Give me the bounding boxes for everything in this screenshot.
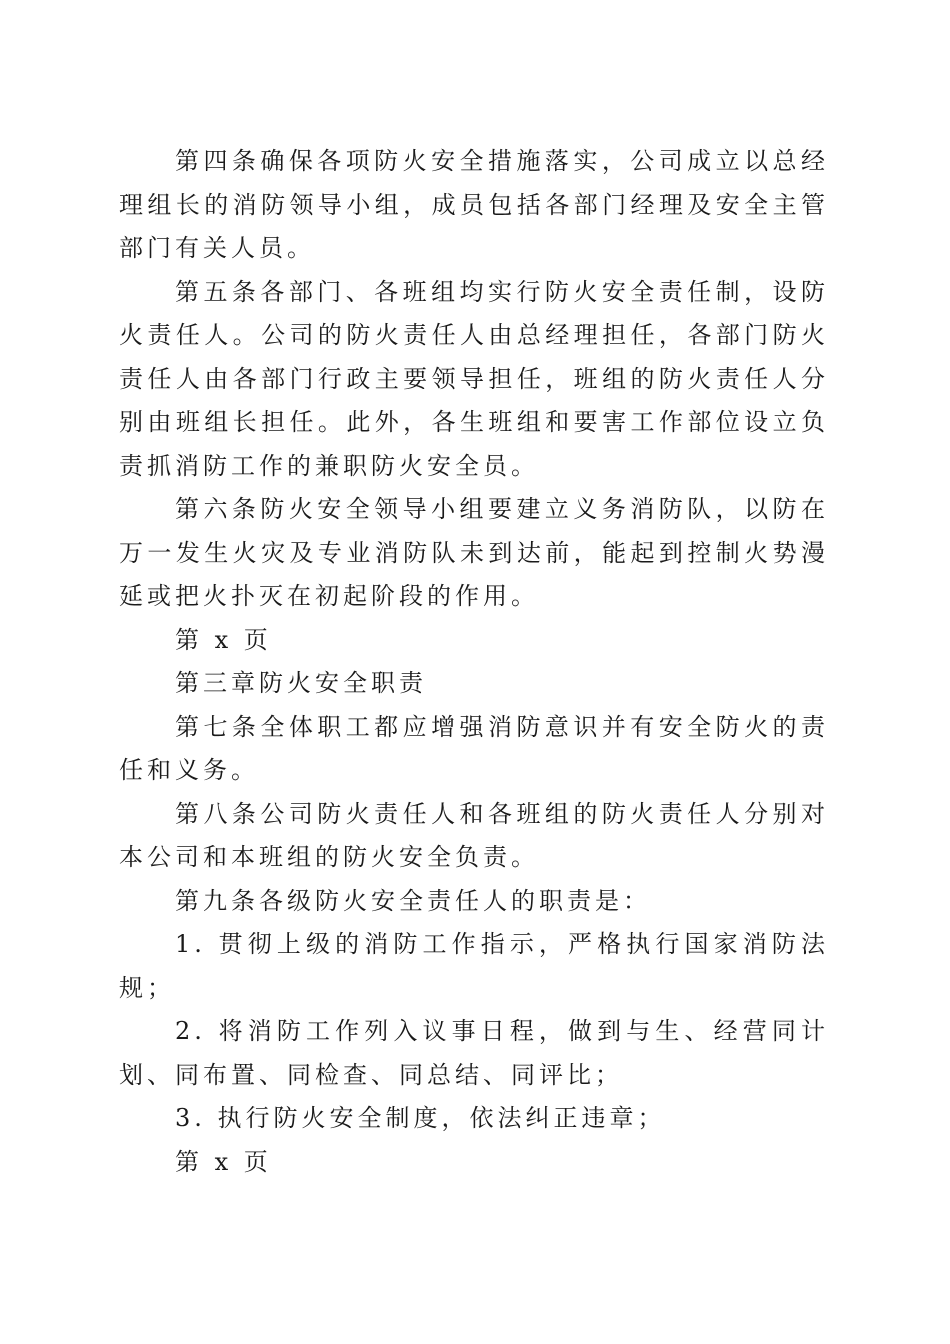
article-9-paragraph: 第九条各级防火安全责任人的职责是： [175, 886, 651, 915]
article-7-paragraph: 第七条全体职工都应增强消防意识并有安全防火的责任和义务。 [119, 712, 829, 784]
article-4-paragraph: 第四条确保各项防火安全措施落实，公司成立以总经理组长的消防领导小组，成员包括各部门经理及安全主管部门有关人员。 [119, 147, 829, 262]
article-5-paragraph: 第五条各部门、各班组均实行防火安全责任制，设防火责任人。公司的防火责任人由总经理担任，各部门防火责任人由各部门行政主要领导担任，班组的防火责任人分别由班组长担任。此外，各生班组和要害工作部位设立负责抓消防工作的兼职防火安全员。 [119, 277, 829, 480]
duty-item-2: 2. 将消防工作列入议事日程，做到与生、经营同计划、同布置、同检查、同总结、同评比； [119, 1017, 829, 1089]
page-number: 第 x 页 [175, 1147, 272, 1176]
article-8-paragraph: 第八条公司防火责任人和各班组的防火责任人分别对本公司和本班组的防火安全负责。 [119, 799, 829, 871]
duty-item-1: 1. 贯彻上级的消防工作指示，严格执行国家消防法规； [119, 930, 829, 1002]
chapter-3-heading: 第三章防火安全职责 [175, 669, 427, 697]
duty-item-3: 3. 执行防火安全制度，依法纠正违章； [175, 1104, 666, 1132]
page-number: 第 x 页 [175, 625, 272, 654]
document-body [119, 140, 829, 1184]
article-6-paragraph: 第六条防火安全领导小组要建立义务消防队，以防在万一发生火灾及专业消防队未到达前，能起到控制火势漫延或把火扑灭在初起阶段的作用。 [119, 495, 829, 610]
